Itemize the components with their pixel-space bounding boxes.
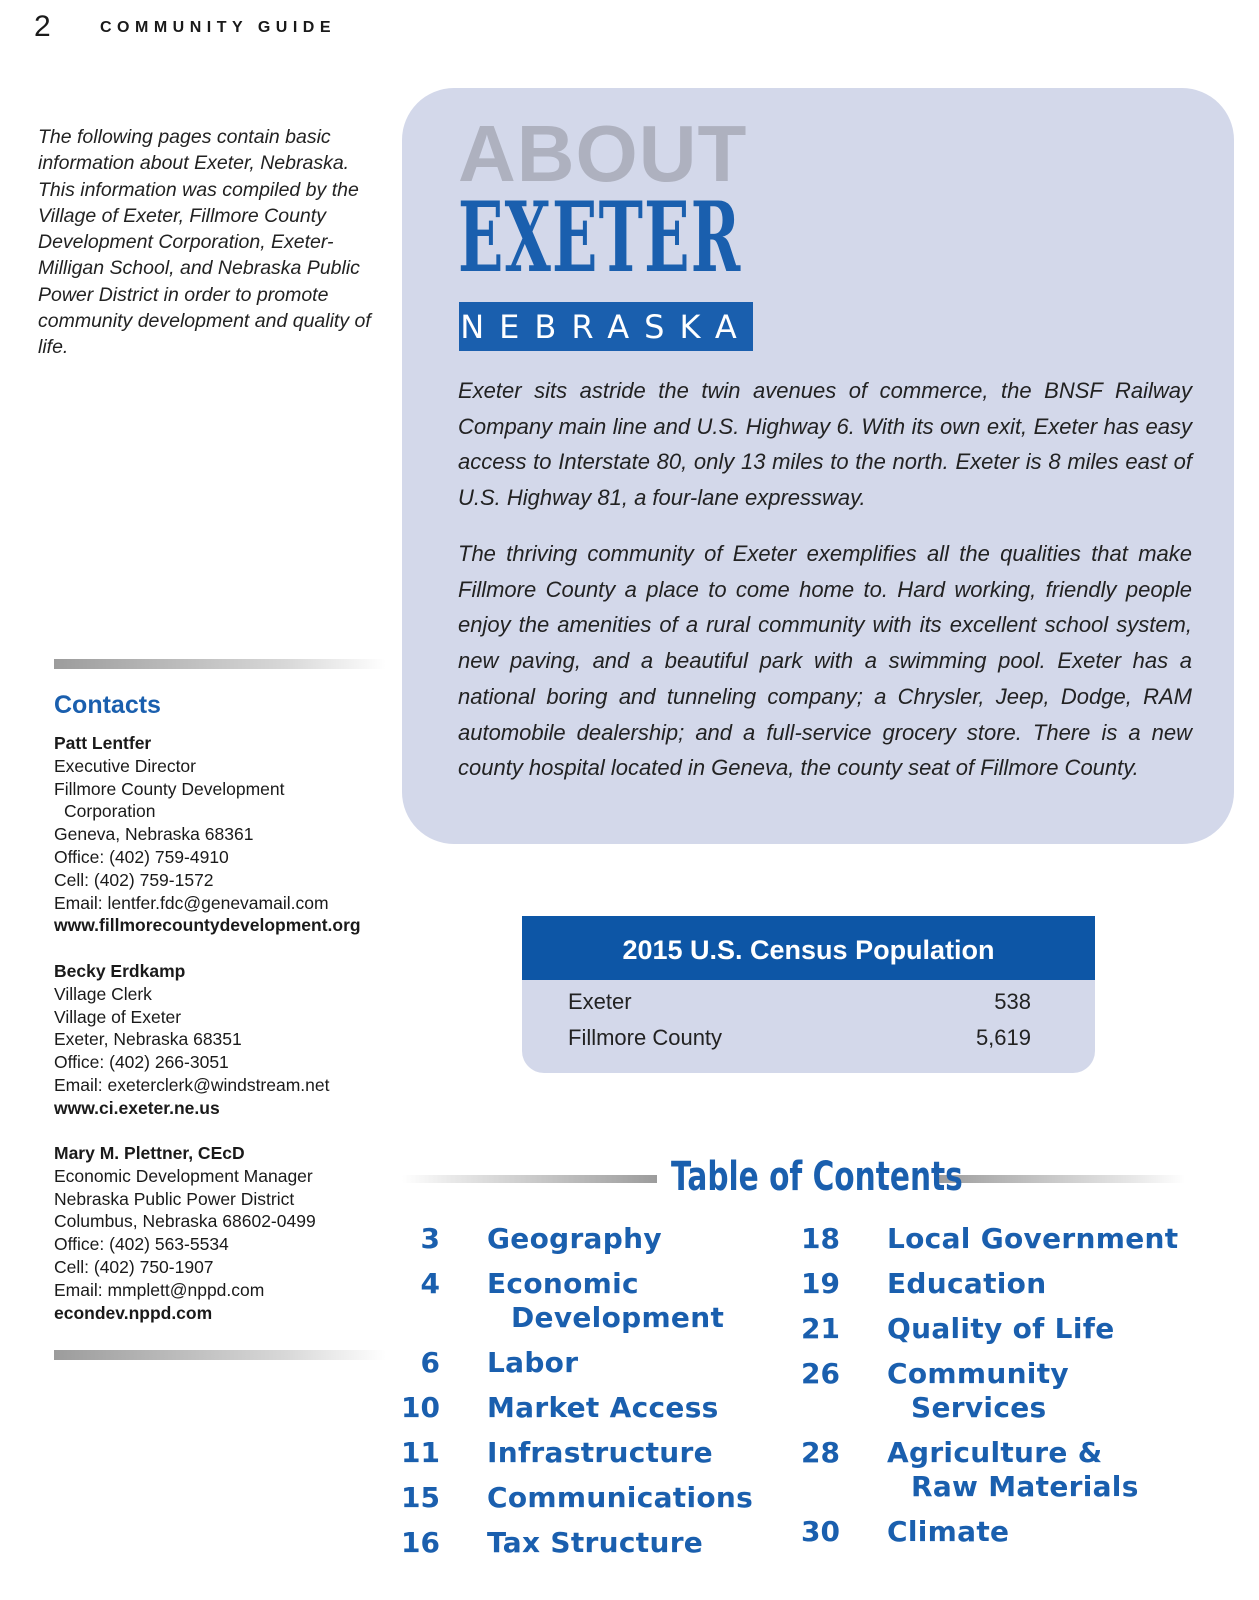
toc-entry-market-access[interactable]: Market Access [487,1391,719,1424]
toc-entry-label: Community [887,1357,1069,1390]
contact-line: Fillmore County Development [54,778,285,799]
toc-entry-communications[interactable]: Communications [487,1481,754,1514]
contact-card [54,960,404,1120]
contact-line: Cell: (402) 759-1572 [54,869,214,890]
exeter-heading: EXETER [458,181,742,294]
census-place: Exeter [568,989,632,1014]
contact-line: Geneva, Nebraska 68361 [54,824,254,845]
census-row [568,989,1031,1015]
contact-line: Village Clerk [54,983,152,1004]
contact-card [54,732,404,937]
contact-line: Nebraska Public Power District [54,1188,295,1209]
toc-page-number: 30 [801,1515,840,1548]
toc-entry-geography[interactable]: Geography [487,1222,662,1255]
toc-page-number: 16 [401,1526,440,1559]
contact-line: Exeter, Nebraska 68351 [54,1029,242,1050]
contact-email[interactable]: Email: exeterclerk@windstream.net [54,1074,330,1095]
census-title: 2015 U.S. Census Population [522,916,1095,980]
toc-entry-education[interactable]: Education [887,1267,1047,1300]
contact-line: Cell: (402) 750-1907 [54,1256,214,1277]
contact-name: Mary M. Plettner, CEcD [54,1143,245,1163]
toc-entry-label: Agriculture & [887,1436,1103,1469]
toc-entry-local-government[interactable]: Local Government [887,1222,1179,1255]
toc-entry-label: Economic [487,1267,639,1300]
census-value: 5,619 [975,1025,1031,1050]
contact-line: Columbus, Nebraska 68602-0499 [54,1211,316,1232]
divider-bottom [54,1350,386,1360]
toc-page-number: 21 [801,1312,840,1345]
contact-line: Office: (402) 266-3051 [54,1052,229,1073]
contact-line: Executive Director [54,755,196,776]
toc-rule-left [402,1175,657,1183]
contact-name: Becky Erdkamp [54,961,186,981]
contact-line: Office: (402) 563-5534 [54,1234,229,1255]
page-number: 2 [34,10,51,43]
contact-website-link[interactable]: www.ci.exeter.ne.us [54,1097,220,1118]
nebraska-banner: NEBRASKA [459,302,753,351]
intro-text: The following pages contain basic information about Exeter, Nebraska. This information was compiled by the Village of Exeter, Fillmore County Development Corporation, Exeter-Milligan School, and Nebraska Public Power District in order to promote community development and quality of life. [38,126,371,359]
toc-entry-agriculture[interactable] [887,1436,1139,1504]
contacts-heading: Contacts [54,691,161,719]
toc-rule-right [935,1175,1185,1183]
contact-website-link[interactable]: www.fillmorecountydevelopment.org [54,915,361,936]
toc-page-number: 3 [420,1222,440,1255]
divider-top [54,659,386,669]
about-heading: ABOUT [458,109,748,198]
census-value: 538 [994,989,1031,1014]
toc-entry-climate[interactable]: Climate [887,1515,1010,1548]
toc-page-number: 18 [801,1222,840,1255]
census-place: Fillmore County [568,1025,723,1050]
toc-page-number: 10 [401,1391,440,1424]
toc-page-number: 28 [801,1436,840,1469]
toc-heading [671,1154,963,1204]
toc-entry-label-cont: Development [511,1301,725,1334]
running-header-title: COMMUNITY GUIDE [100,19,336,36]
about-paragraph-1: Exeter sits astride the twin avenues of commerce, the BNSF Railway Company main line and U.S. Highway 6. With its own exit, Exeter has easy access to Interstate 80, only 13 miles to the north. Exeter is 8 miles east of U.S. Highway 81, a four-lane expressway. [458,378,1192,511]
about-paragraph-2: The thriving community of Exeter exemplifies all the qualities that make Fillmore County a place to come home to. Hard working, friendly people enjoy the amenities of a rural community with its excellent school system, new paving, and a beautiful park with a swimming pool. Exeter has a national boring and tunneling company; a Chrysler, Jeep, Dodge, RAM automobile dealership; and a full-service grocery store. There is a new county hospital located in Geneva, the county seat of Fillmore County. [458,541,1192,781]
contact-email[interactable]: Email: mmplett@nppd.com [54,1279,265,1300]
toc-entry-tax-structure[interactable]: Tax Structure [487,1526,704,1559]
contact-name: Patt Lentfer [54,733,152,753]
toc-entry-infrastructure[interactable]: Infrastructure [487,1436,713,1469]
toc-page-number: 19 [801,1267,840,1300]
toc-page-number: 6 [420,1346,440,1379]
toc-entry-quality-of-life[interactable]: Quality of Life [887,1312,1115,1345]
census-row [568,1025,1031,1051]
toc-entry-label-cont: Raw Materials [911,1470,1139,1503]
contact-card [54,1142,404,1324]
toc-page-number: 11 [401,1436,440,1469]
toc-entry-label-cont: Services [911,1391,1047,1424]
toc-page-number: 15 [401,1481,440,1514]
contact-email[interactable]: Email: lentfer.fdc@genevamail.com [54,892,329,913]
contact-line: Office: (402) 759-4910 [54,846,229,867]
toc-heading-text: Table of Contents [671,1154,963,1200]
toc-entry-economic-development[interactable] [487,1267,724,1335]
toc-page-number: 26 [801,1357,840,1390]
toc-entry-community-services[interactable] [887,1357,1069,1425]
census-table [522,916,1095,1073]
contact-website-link[interactable]: econdev.nppd.com [54,1302,213,1323]
toc-entry-labor[interactable]: Labor [487,1346,579,1379]
contact-line: Village of Exeter [54,1006,182,1027]
toc-page-number: 4 [420,1267,440,1300]
contact-line: Economic Development Manager [54,1165,313,1186]
contact-line: Corporation [64,801,156,822]
